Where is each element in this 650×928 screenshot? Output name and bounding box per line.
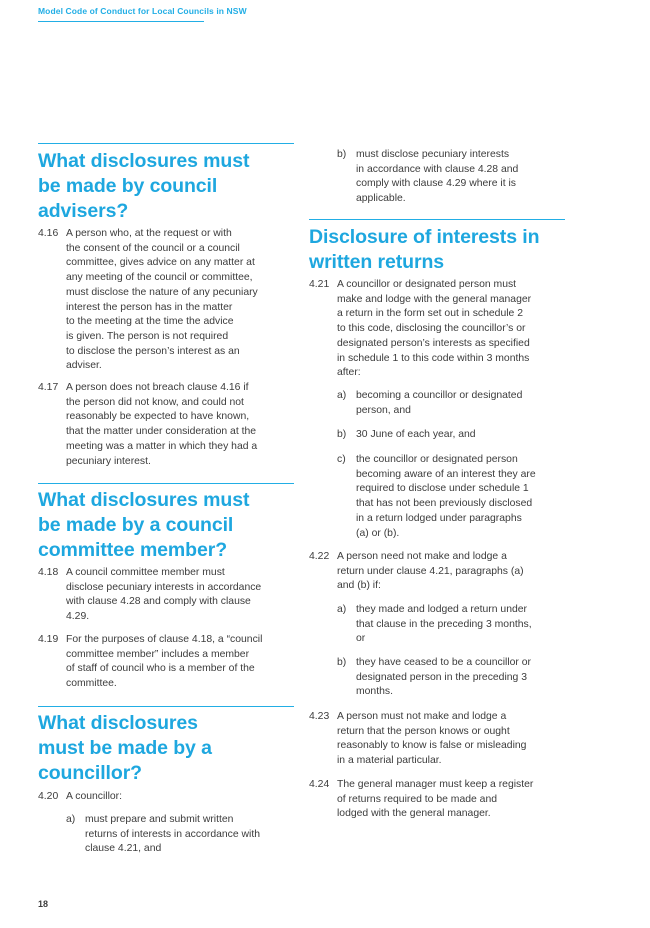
clause-4-19: 4.19 For the purposes of clause 4.18, a “council committee member” includes a member of staff of council who is a member of the committee. [38,634,263,690]
item-letter: b) [337,149,347,160]
item-letter: a) [337,390,347,401]
clause-4-24: 4.24 The general manager must keep a register of returns required to be made and lodged with the general manager. [309,779,534,820]
section-written-returns [309,219,565,275]
document-title: Model Code of Conduct for Local Councils in NSW [38,6,247,16]
section-heading: What disclosures must be made by a council committee member? [38,489,250,561]
clause-number: 4.18 [38,567,59,578]
clause-number: 4.16 [38,228,59,239]
item-letter: a) [66,814,76,825]
list-item: b) 30 June of each year, and [309,428,565,443]
clause-number: 4.17 [38,382,59,393]
clause-number: 4.20 [38,791,59,802]
section-advisers [38,143,294,224]
clause-4-18: 4.18 A council committee member must disclose pecuniary interests in accordance with clause 4.28 and comply with clause 4.29. [38,567,262,623]
clause-4-20: 4.20 A councillor: [38,790,294,805]
clause-number: 4.21 [309,279,330,290]
list-item: c) the councillor or designated person becoming aware of an interest they are required to disclose under schedule 1 that has not been previously disclosed in a return lodged under paragraphs (a) or (b). [337,454,536,539]
clause-number: 4.24 [309,779,330,790]
running-header [38,6,247,22]
section-rule [38,143,294,144]
section-councillor [38,706,294,786]
page-number: 18 [38,899,49,909]
clause-4-22: 4.22 A person need not make and lodge a return under clause 4.21, paragraphs (a) and (b) if: [309,551,524,592]
item-letter: a) [337,604,347,615]
section-heading: What disclosures must be made by a councillor? [38,712,212,784]
clause-4-23: 4.23 A person must not make and lodge a return that the person knows or ought reasonably to know is false or misleading in a material particular. [309,711,527,767]
list-item: a) becoming a councillor or designated person, and [337,390,523,416]
item-letter: c) [337,454,346,465]
clause-number: 4.22 [309,551,330,562]
clause-4-16: 4.16 A person who, at the request or with the consent of the council or a council committee, gives advice on any matter at any meeting of the council or committee, must disclose the nature of any pecuniary interest the person has in the matter to the meeting at the time the advice is given. The person is not required to disclose the person’s interest as an adviser. [38,228,258,372]
section-rule [38,483,294,484]
clause-number: 4.19 [38,634,59,645]
section-heading: Disclosure of interests in written returns [309,226,540,273]
clause-4-21: 4.21 A councillor or designated person must make and lodge with the general manager a return in the form set out in schedule 2 to this code, disclosing the councillor’s or designated person’s interests as specified in schedule 1 to this code within 3 months after: [309,279,532,379]
section-rule [38,706,294,707]
clause-number: 4.23 [309,711,330,722]
list-item: a) they made and lodged a return under that clause in the preceding 3 months, or [337,604,532,645]
list-item: b) they have ceased to be a councillor or designated person in the preceding 3 months. [337,657,532,698]
item-letter: b) [337,429,347,440]
list-item: b) must disclose pecuniary interests in accordance with clause 4.28 and comply with clause 4.29 where it is applicable. [337,149,519,205]
list-item: a) must prepare and submit written returns of interests in accordance with clause 4.21, and [66,814,260,855]
header-rule [38,21,204,22]
section-committee [38,483,294,563]
section-heading: What disclosures must be made by council advisers? [38,150,250,222]
section-rule [309,219,565,220]
clause-4-17: 4.17 A person does not breach clause 4.16 if the person did not know, and could not reasonably be expected to have known, that the matter under consideration at the meeting was a matter in which they had a pecuniary interest. [38,382,258,467]
item-letter: b) [337,657,347,668]
